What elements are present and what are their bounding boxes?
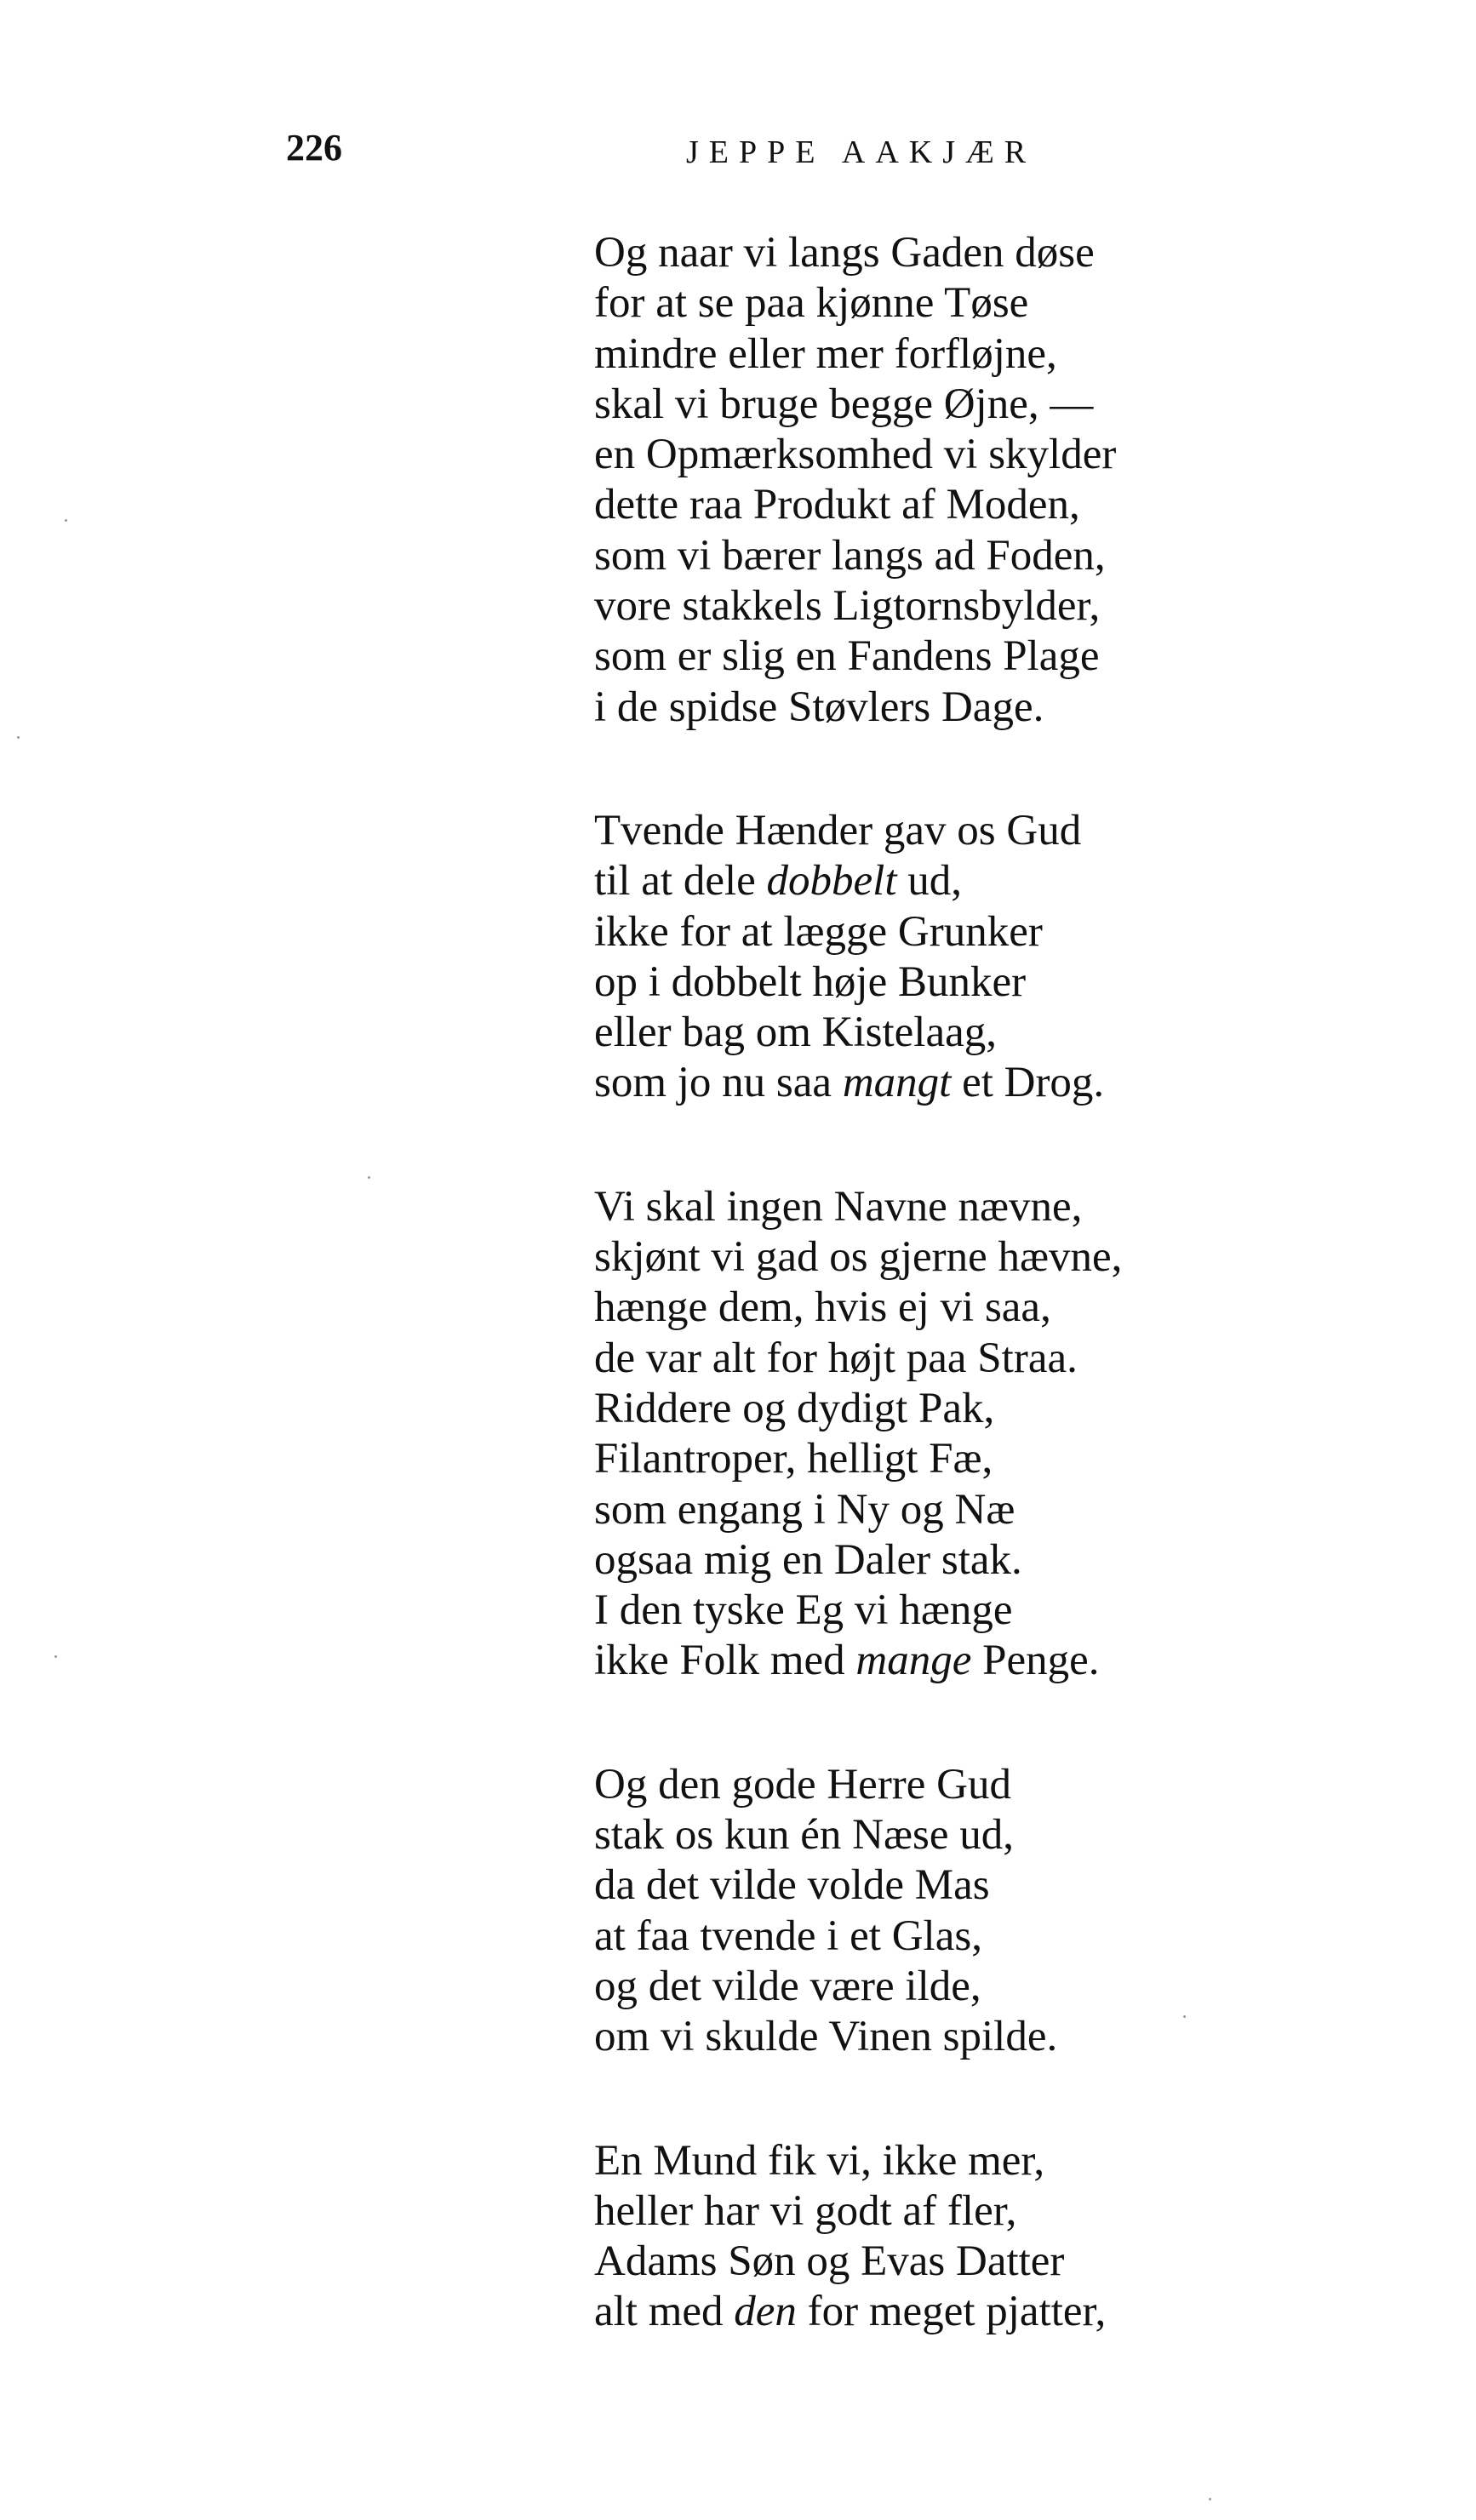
stanza <box>594 806 1292 1109</box>
poem-line: ogsaa mig en Daler stak. <box>594 1535 1022 1584</box>
page-number: 226 <box>286 127 342 169</box>
poem-line: eller bag om Kistelaag, <box>594 1009 997 1057</box>
stanza <box>594 228 1292 733</box>
stanza-gap <box>594 2063 1292 2136</box>
italic-word: mange <box>855 1637 972 1685</box>
scan-speck <box>65 519 67 522</box>
poem-line <box>594 1058 1292 1108</box>
poem-line: at faa tvende i et Glas, <box>594 1911 982 1960</box>
italic-word: dobbelt <box>766 857 897 906</box>
poem-line: En Mund fik vi, ikke mer, <box>594 2136 1045 2185</box>
stanza <box>594 2136 1292 2338</box>
poem-line <box>594 2287 1292 2337</box>
stanza-gap <box>594 1687 1292 1760</box>
poem-line: en Opmærksomhed vi skylder <box>594 431 1117 479</box>
poem-line: om vi skulde Vinen spilde. <box>594 2013 1058 2061</box>
poem-line: og det vilde være ilde, <box>594 1962 981 2010</box>
line-text: til at dele <box>594 857 767 906</box>
poem-line: Riddere og dydigt Pak, <box>594 1384 995 1432</box>
scan-speck <box>1183 2015 1186 2018</box>
poem-line: Og den gode Herre Gud <box>594 1760 1012 1809</box>
scan-speck <box>368 1176 370 1179</box>
italic-word: den <box>734 2288 797 2336</box>
poem-line: Vi skal ingen Navne nævne, <box>594 1182 1083 1231</box>
poem-line: som er slig en Fandens Plage <box>594 632 1100 681</box>
line-text: for meget pjatter, <box>796 2288 1107 2336</box>
scan-speck <box>1209 2498 1211 2500</box>
poem-line: ikke for at lægge Grunker <box>594 907 1043 956</box>
poem-line: I den tyske Eg vi hænge <box>594 1586 1013 1635</box>
poem-line: skjønt vi gad os gjerne hævne, <box>594 1233 1123 1282</box>
poem-line <box>594 1636 1292 1686</box>
poem-line: stak os kun én Næse ud, <box>594 1811 1014 1860</box>
poem-line: vore stakkels Ligtornsbylder, <box>594 582 1101 631</box>
line-text: et Drog. <box>951 1059 1105 1107</box>
poem-line: hænge dem, hvis ej vi saa, <box>594 1283 1051 1332</box>
poem <box>594 228 1292 2338</box>
poem-line: de var alt for højt paa Straa. <box>594 1334 1078 1382</box>
line-text: ud, <box>896 857 962 906</box>
poem-line: dette raa Produkt af Moden, <box>594 481 1080 529</box>
italic-word: mangt <box>842 1059 952 1107</box>
poem-line: som engang i Ny og Næ <box>594 1485 1015 1534</box>
line-text: Penge. <box>971 1637 1100 1685</box>
poem-line: for at se paa kjønne Tøse <box>594 279 1029 328</box>
poem-line: skal vi bruge begge Øjne, — <box>594 380 1094 428</box>
scan-speck <box>54 1655 57 1658</box>
stanza <box>594 1182 1292 1687</box>
poem-line: mindre eller mer forfløjne, <box>594 329 1057 378</box>
poem-line: Filantroper, helligt Fæ, <box>594 1435 993 1483</box>
poem-line: op i dobbelt høje Bunker <box>594 957 1027 1006</box>
poem-line: heller har vi godt af fler, <box>594 2186 1017 2235</box>
poem-line: som vi bærer langs ad Foden, <box>594 531 1106 580</box>
line-text: alt med <box>594 2288 735 2336</box>
poem-line: Tvende Hænder gav os Gud <box>594 806 1082 854</box>
poem-line: Og naar vi langs Gaden døse <box>594 229 1095 277</box>
stanza <box>594 1760 1292 2063</box>
scan-speck <box>17 736 20 739</box>
poem-line: i de spidse Støvlers Dage. <box>594 683 1044 731</box>
poem-line: da det vilde volde Mas <box>594 1861 990 1910</box>
stanza-gap <box>594 733 1292 806</box>
poem-line: Adams Søn og Evas Datter <box>594 2237 1065 2286</box>
running-head: JEPPE AAKJÆR <box>686 134 1037 170</box>
poem-line <box>594 856 1292 906</box>
line-text: som jo nu saa <box>594 1059 843 1107</box>
stanza-gap <box>594 1109 1292 1182</box>
line-text: ikke Folk med <box>594 1637 856 1685</box>
